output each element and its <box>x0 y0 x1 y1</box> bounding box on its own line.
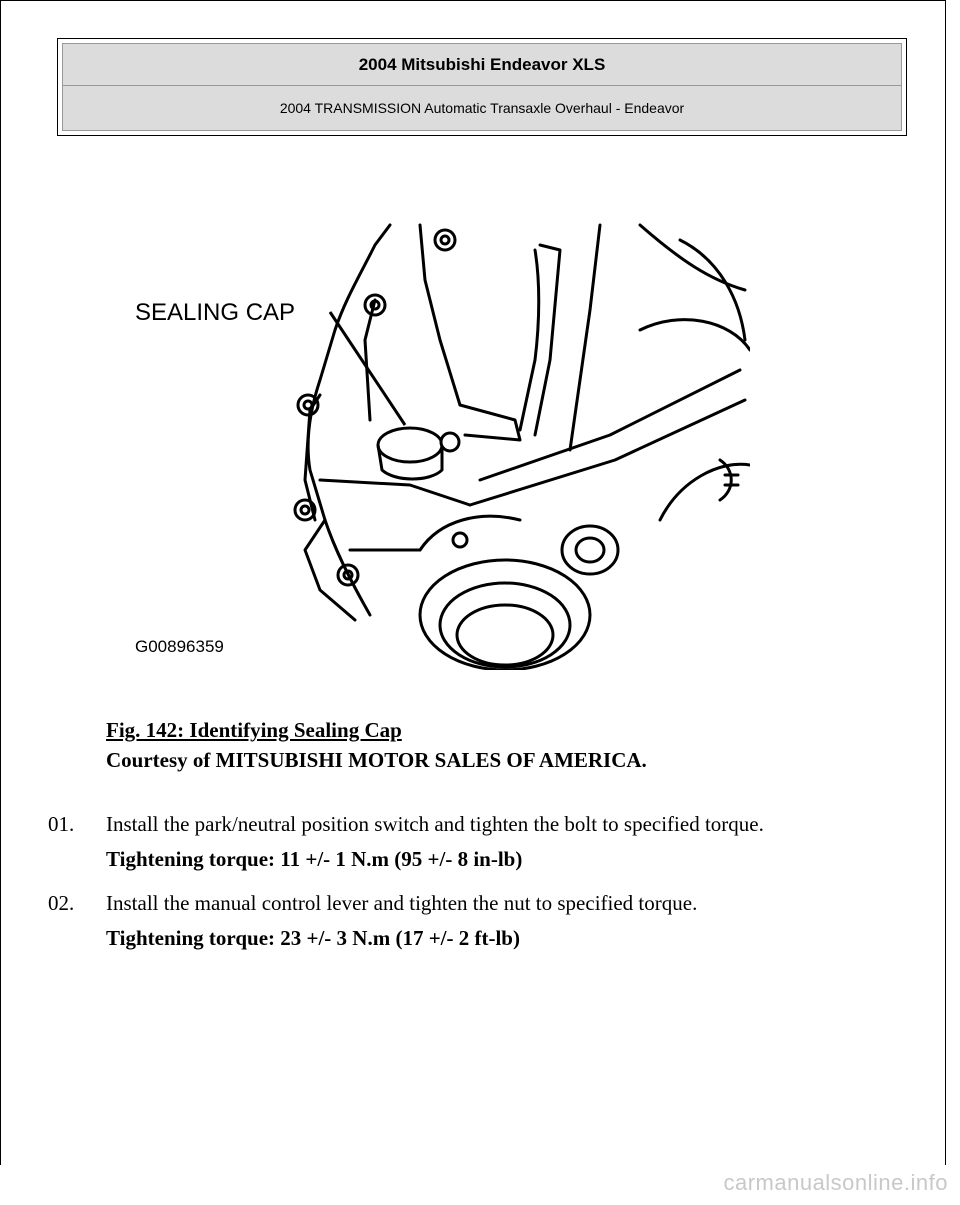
step-number: 02. <box>48 891 75 915</box>
figure-caption <box>106 715 647 775</box>
step-text: Install the park/neutral position switch and tighten the bolt to specified torque. <box>106 812 764 836</box>
step-text: Install the manual control lever and tighten the nut to specified torque. <box>106 891 698 915</box>
torque-spec-02: Tightening torque: 23 +/- 3 N.m (17 +/- 2 ft-lb) <box>106 926 520 950</box>
watermark: carmanualsonline.info <box>723 1170 948 1195</box>
figure-image-code: G00896359 <box>135 637 224 656</box>
section-title: 2004 TRANSMISSION Automatic Transaxle Overhaul - Endeavor <box>63 86 901 130</box>
document-header <box>57 38 907 136</box>
step-number: 01. <box>48 812 75 836</box>
step-01 <box>48 810 764 838</box>
figure-courtesy: Courtesy of MITSUBISHI MOTOR SALES OF AMERICA. <box>106 748 647 772</box>
transaxle-drawing <box>120 220 750 670</box>
torque-spec-01: Tightening torque: 11 +/- 1 N.m (95 +/- 8 in-lb) <box>106 847 523 871</box>
vehicle-title: 2004 Mitsubishi Endeavor XLS <box>63 44 901 86</box>
sealing-cap-label: SEALING CAP <box>135 299 296 326</box>
header-inner <box>62 43 902 131</box>
step-02 <box>48 889 697 917</box>
figure-title: Fig. 142: Identifying Sealing Cap <box>106 718 402 742</box>
sealing-cap-figure <box>120 220 750 670</box>
